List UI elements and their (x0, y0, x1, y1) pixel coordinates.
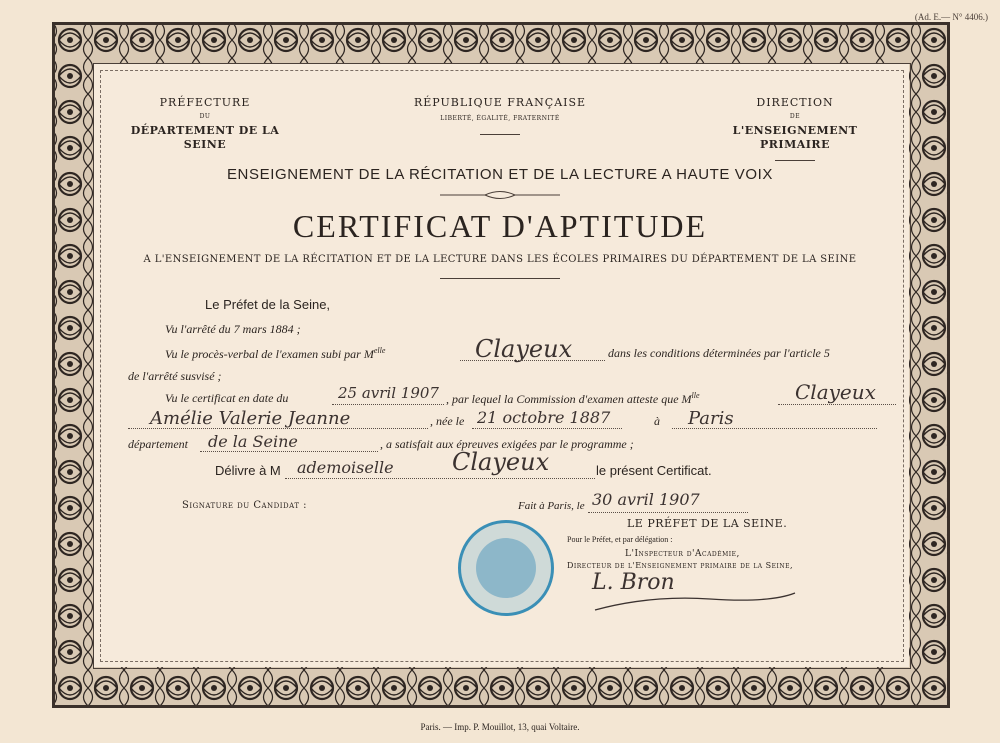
header-left-line1: PRÉFECTURE (159, 96, 251, 109)
issue-date: 30 avril 1907 (592, 490, 700, 509)
department: de la Seine (208, 432, 298, 451)
stamp-emblem (476, 538, 536, 598)
printer-footer: Paris. — Imp. P. Mouillot, 13, quai Voltaire. (420, 722, 580, 732)
subtitle-rule (440, 278, 560, 279)
header-left-line3: DÉPARTEMENT DE LA SEINE (130, 124, 280, 151)
header-republique (400, 96, 600, 135)
certificate-title: CERTIFICAT D'APTITUDE (292, 208, 708, 244)
header-right-line1: DIRECTION (756, 96, 834, 109)
birth-place: Paris (688, 408, 734, 429)
candidate-given-names: Amélie Valerie Jeanne (150, 408, 351, 429)
delivre-a (215, 463, 281, 478)
fill-line-birth-date (472, 428, 622, 429)
body-line-6a: département (128, 437, 188, 451)
delegation-line-3: Directeur de l'Enseignement primaire de la Seine, (567, 561, 794, 570)
title-superscript: elle (373, 346, 386, 355)
body-line-4a: Vu le certificat en date du (165, 391, 289, 405)
fill-line-issue-date (588, 512, 748, 513)
candidate-name-2: Clayeux (795, 380, 876, 404)
body-line-6b: , a satisfait aux épreuves exigées par le programme ; (380, 437, 634, 451)
prefet-title: LE PRÉFET DE LA SEINE. (627, 517, 788, 530)
header-right-line3: L'ENSEIGNEMENT PRIMAIRE (732, 124, 858, 151)
delegation-line-1: Pour le Préfet, et par délégation : (567, 535, 673, 544)
fill-line-birth-place (672, 428, 877, 429)
body-line-5a: , née le (430, 414, 465, 428)
header-prefecture (110, 96, 300, 152)
delivre-title: ademoiselle (297, 458, 394, 477)
body-line-4b (446, 391, 700, 407)
body-line-4b-text: , par lequel la Commission d'examen atteste que M (446, 392, 692, 406)
fill-line-date (332, 404, 444, 405)
body-line-1: Vu l'arrêté du 7 mars 1884 ; (165, 322, 301, 336)
delivre-b: le présent Certificat. (596, 463, 712, 478)
certificate-date: 25 avril 1907 (338, 384, 439, 402)
official-signature: L. Bron (592, 570, 675, 595)
fill-line-name-2 (778, 404, 896, 405)
fill-line-delivre (285, 478, 595, 479)
fait-a-paris: Fait à Paris, le (518, 500, 585, 512)
body-line-2a-text: Vu le procès-verbal de l'examen subi par M (165, 347, 374, 361)
header-center-line1: RÉPUBLIQUE FRANÇAISE (413, 96, 587, 109)
title-superscript-2: lle (691, 391, 700, 400)
candidate-name-3: Clayeux (452, 448, 550, 476)
delivre-a-text: Délivre à M (215, 463, 281, 478)
header-left-line2: DU (199, 113, 211, 120)
certificate-subtitle: A L'ENSEIGNEMENT DE LA RÉCITATION ET DE LA LECTURE DANS LES ÉCOLES PRIMAIRES DU DÉPARTEMENT DE LA SEINE (143, 254, 857, 265)
candidate-signature-label: Signature du Candidat : (182, 500, 308, 511)
body-line-2a (165, 346, 385, 362)
document-reference: (Ad. E.— N° 4406.) (914, 12, 988, 22)
body-line-5b: à (654, 414, 660, 428)
ornament-divider (440, 190, 560, 200)
body-line-2b: dans les conditions déterminées par l'article 5 (608, 346, 830, 360)
header-center-line2: LIBERTÉ, ÉGALITÉ, FRATERNITÉ (440, 115, 560, 122)
header-right-line2: DE (789, 113, 801, 120)
signature-flourish (590, 585, 800, 615)
fill-line-name-1 (460, 360, 605, 361)
subject-heading: ENSEIGNEMENT DE LA RÉCITATION ET DE LA LECTURE A HAUTE VOIX (226, 166, 774, 183)
candidate-name-1: Clayeux (475, 335, 573, 363)
birth-date: 21 octobre 1887 (477, 408, 611, 427)
delegation-line-2: L'Inspecteur d'Académie, (625, 549, 740, 559)
prefet-heading: Le Préfet de la Seine, (205, 297, 331, 312)
fill-line-given-names (128, 428, 428, 429)
header-direction (700, 96, 890, 161)
body-line-3: de l'arrêté susvisé ; (128, 369, 222, 383)
fill-line-department (200, 451, 378, 452)
